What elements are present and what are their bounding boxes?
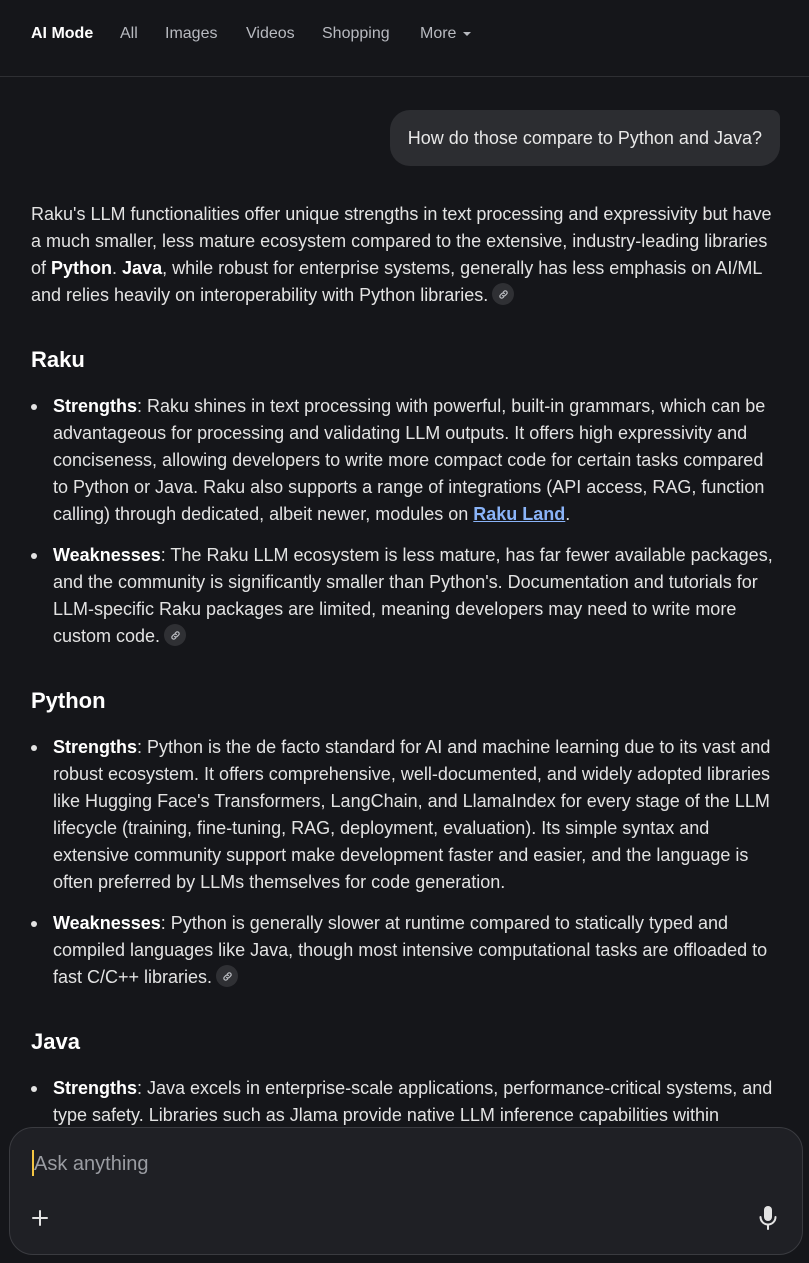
tab-ai-mode[interactable]: AI Mode <box>31 25 94 42</box>
list-item: Strengths: Python is the de facto standard for AI and machine learning due to its vast and robust ecosystem. It offers comprehensive, well-documented, and widely adopted libraries like Hugging Face's Transformers, LangChain, and LlamaIndex for every stage of the LLM lifecycle (training, fine-tuning, RAG, deployment, evaluation). Its simple syntax and extensive community support make development faster and easier, and the language is often preferred by LLMs themselves for code generation. <box>53 734 781 896</box>
user-query-text: How do those compare to Python and Java? <box>407 127 762 148</box>
link-icon[interactable] <box>492 283 514 305</box>
java-list <box>31 1075 781 1129</box>
intro-python-bold: Python <box>51 258 113 278</box>
tab-all[interactable]: All <box>120 25 138 42</box>
ask-input-bar <box>9 1127 803 1255</box>
plus-icon <box>28 1206 52 1230</box>
ai-response <box>31 201 781 1129</box>
tab-more[interactable] <box>420 24 471 44</box>
intro-paragraph: Raku's LLM functionalities offer unique strengths in text processing and expressivity but have a much smaller, less mature ecosystem compared to the extensive, industry-leading libraries of Python. Java, while robust for enterprise systems, generally has less emphasis on AI/ML and relies heavily on interoperability with Python libraries. <box>31 204 772 305</box>
list-item: Strengths: Java excels in enterprise-scale applications, performance-critical systems, and type safety. Libraries such as Jlama provide native LLM inference capabilities within <box>53 1075 781 1129</box>
tab-images[interactable]: Images <box>165 25 218 42</box>
section-heading-java: Java <box>31 1029 80 1054</box>
python-list <box>31 734 781 991</box>
microphone-icon <box>756 1204 780 1232</box>
link-icon[interactable] <box>164 624 186 646</box>
raku-list <box>31 393 781 650</box>
section-heading-raku: Raku <box>31 347 85 372</box>
add-button[interactable] <box>28 1206 52 1230</box>
text-cursor <box>32 1150 34 1176</box>
tab-shopping[interactable]: Shopping <box>322 25 390 42</box>
intro-java-bold: Java <box>122 258 163 278</box>
link-icon[interactable] <box>216 965 238 987</box>
tab-more-label: More <box>420 25 457 42</box>
tab-videos[interactable]: Videos <box>246 25 295 42</box>
top-navigation <box>0 0 809 77</box>
list-item: Weaknesses: The Raku LLM ecosystem is less mature, has far fewer available packages, and the community is significantly smaller than Python's. Documentation and tutorials for LLM-specific Raku packages are limited, meaning developers may need to write more custom code. <box>53 542 781 650</box>
voice-input-button[interactable] <box>756 1204 780 1232</box>
list-item: Strengths: Raku shines in text processing with powerful, built-in grammars, which can be advantageous for processing and validating LLM outputs. It offers high expressivity and conciseness, allowing developers to write more compact code for certain tasks compared to Python or Java. Raku also supports a range of integrations (API access, RAG, function calling) through dedicated, albeit newer, modules on Raku Land. <box>53 393 781 528</box>
section-heading-python: Python <box>31 688 106 713</box>
list-item: Weaknesses: Python is generally slower at runtime compared to statically typed and compiled languages like Java, though most intensive computational tasks are offloaded to fast C/C++ libraries. <box>53 910 781 991</box>
ask-input[interactable] <box>32 1146 736 1182</box>
caret-down-icon <box>463 32 471 36</box>
raku-land-link[interactable]: Raku Land <box>473 504 566 524</box>
user-query-bubble <box>390 110 780 166</box>
